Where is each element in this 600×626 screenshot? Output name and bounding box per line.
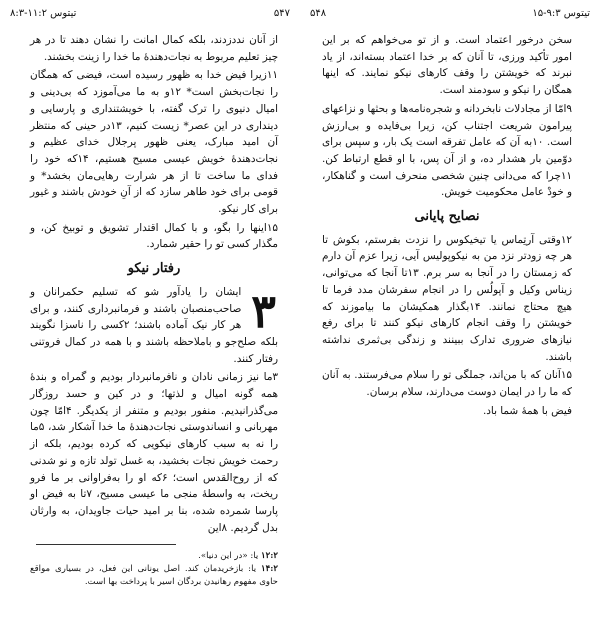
chapter-opening	[30, 284, 278, 368]
paragraph: ۹امّا از مجادلات نابخردانه و شجره‌نامه‌ها و بحثها و نزاعهای پیرامون شریعت اجتناب کن، زیرا بی‌فایده و بی‌ارزش است. ۱۰به آن که عامل تفرقه است یک بار، و سپس برای دوّمین بار هشدار ده، و از آن پس، با او قطع ارتباط کن. ۱۱چرا که می‌دانی چنین شخصی منحرف است و گناهکار، و خودْ عامل محکومیت خویش.	[322, 102, 572, 199]
running-head-book-ref: تیتوس ۹:۳-۱۵	[532, 8, 590, 19]
page-number: ۵۴۷	[273, 8, 290, 19]
footnote	[30, 550, 278, 563]
left-page-text-column	[30, 32, 278, 538]
paragraph: ۱۲وقتی آرتِماس یا تیخیکوس را نزدت بفرستم، بکوش تا هر چه زودتر نزد من به نیکوپولیس آیی، زیرا عزم آن دارم که زمستان را در آنجا به سر برم. ۱۳تا آنجا که می‌توانی، زیناس وکیل و آپولُس را در انجام سفرشان مدد فرما تا هیچ محتاج نمانند. ۱۴بگذار همکیشان ما بیاموزند که خویشتن را وقف انجام کارهای نیکو کنند تا برای رفع نیازهای ضروری تدارک ببینند و زندگی بی‌ثمری نداشته باشند.	[322, 233, 572, 363]
section-heading: نصایح پایانی	[414, 209, 480, 225]
paragraph: فیض با همهٔ شما باد.	[482, 404, 572, 417]
paragraph: ۳ما نیز زمانی نادان و نافرمانبردار بودیم و گمراه و بندهٔ همه گونه امیال و لذتها؛ و در کین و حسد روزگار می‌گذرانیدیم. منفور بودیم و متنفر از یکدیگر. ۴امّا چون مهربانی و انساندوستی نجات‌دهندهٔ ما خدا آشکار شد، ۵ما را نه به سبب کارهای نیکویی که کرده بودیم، بلکه از رحمت خویش نجات بخشید، به غسل تولد تازه و نو شدنی که از روح‌القدس است؛ ۶که او را به‌فراوانی بر ما فرو ریخت، به واسطهٔ منجی ما عیسی مسیح، ۷تا به فیض او پارسا شمرده شده، بنا بر امید حیات جاویدان، به وارثان بدل گردیم. ۸این	[30, 371, 279, 534]
chapter-number: ۳	[251, 283, 276, 338]
footnote-text: یا: «در این دنیا».	[198, 551, 259, 561]
footnote-ref: ۱۲:۲	[260, 551, 278, 561]
footnote-ref: ۱۴:۲	[260, 564, 279, 574]
footnote-divider	[36, 544, 176, 545]
footnotes	[30, 550, 278, 589]
running-head-book-ref: تیتوس ۱۱:۲-۸:۳	[10, 8, 77, 19]
right-page-header	[310, 8, 590, 22]
page-number: ۵۴۸	[310, 8, 327, 19]
right-page	[300, 0, 600, 626]
paragraph: ۱۵اینها را بگو، و با کمال اقتدار تشویق و توبیخ کن، و مگذار کسی تو را حقیر شمارد.	[30, 221, 278, 251]
right-page-text-column	[322, 32, 572, 421]
paragraph: ایشان را یادآور شو که تسلیم حکمرانان و صاحب‌منصبان باشند و فرمانبرداری کنند، و برای هر کار نیک آماده باشند؛ ۲کسی را ناسزا نگویند بلکه صلح‌جو و باملاحظه باشند و با همه در کمال فروتنی رفتار کنند.	[30, 285, 278, 365]
paragraph: ۱۵آنان که با من‌اند، جملگی تو را سلام می‌فرستند. به آنان که ما را در ایمان دوست می‌دارند، سلام برسان.	[322, 369, 572, 399]
footnote	[30, 563, 278, 589]
section-heading: رفتار نیکو	[127, 261, 181, 277]
paragraph: سخن درخور اعتماد است. و از تو می‌خواهم که بر این امور تأکید ورزی، تا آنان که بر خدا اعتماد بسته‌اند، از یاد نبرند که خویشتن را وقف کارهای نیکو نمایند. که اینها همگان را نیکو و سودمند است.	[322, 34, 572, 97]
footnote-text: یا: بازخریدمان کند. اصل یونانی این فعل، در بسیاری مواقع حاوی مفهوم رهانیدن بردگان اسیر با پرداخت بها است.	[30, 564, 278, 587]
left-page-header	[10, 8, 290, 22]
paragraph: از آنان نددزدند، بلکه کمال امانت را نشان دهند تا در هر چیز تعلیم مربوط به نجات‌دهندهٔ ما خدا را زینت بخشند.	[30, 34, 278, 63]
paragraph: ۱۱زیرا فیض خدا به ظهور رسیده است، فیضی که همگان را نجات‌بخش است* ۱۲و به ما می‌آموزد که بی‌دینی و امیال دنیوی را ترک گفته، با خویشتنداری و پارسایی و دینداری در این عصر* زیست کنیم، ۱۳در حینی که منتظر آن امید مبارک، یعنی ظهور پرجلال خدای عظیم و نجات‌دهندهٔ خویش عیسی مسیح هستیم، ۱۴که خود را فدای ما ساخت تا از هر شرارت رهایی‌مان بخشد* و قومی برای خود طاهر سازد که از آنِ خودش باشند و غیور برای کار نیکو.	[30, 69, 278, 216]
